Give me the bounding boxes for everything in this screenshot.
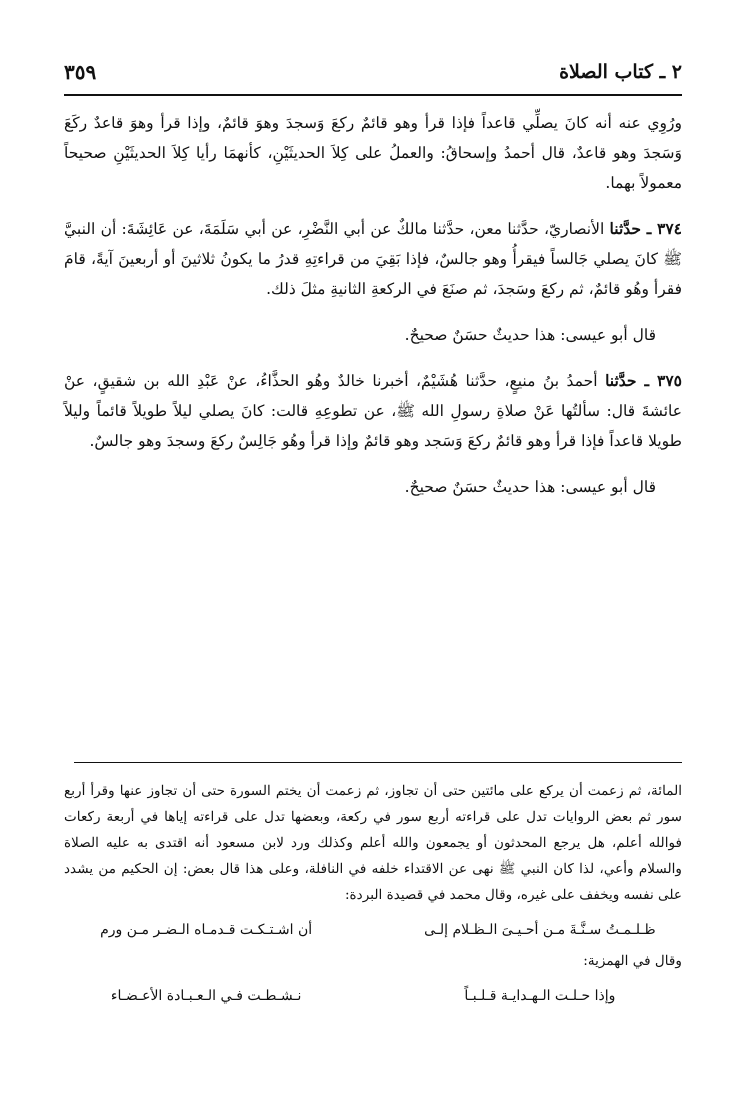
hadith-dash: ـ [640, 219, 658, 238]
haddathana-word: حدَّثنا [605, 371, 637, 390]
hadith-text: الأنصاريّ، حدَّثنا معن، حدَّثنا مالكٌ عن أبي النَّضْرِ، عن أبي سَلَمَةَ، عن عَائِشَةَ: أن النبيَّ ﷺ كانَ يصلي جَالساً فيقرأُ وهو جالسٌ، فإذا بَقِيَ من قراءتِهِ قدرُ ما يكونُ ثلاثينَ أو أربعينَ آيةً، قامَ فقرأ وهُو قائمٌ، ثم ركعَ وسَجدَ، ثم صنَعَ في الركعةِ الثانيةِ مثلَ ذلك. [64, 220, 682, 298]
verse-first-hemistich: ظـلـمـتُ سـنَّـةَ مـن أحـيـىَ الـظـلام إلـى [424, 922, 656, 938]
hadith-374 [64, 214, 682, 304]
poem-verse-1 [64, 916, 682, 944]
hadith-number: ٣٧٥ [657, 371, 682, 390]
verse-first-hemistich: وإذا حـلـت الـهـدايـة قـلـبـاً [464, 988, 616, 1004]
verse-second-hemistich: أن اشـتـكـت قـدمـاه الـضـر مـن ورم [100, 922, 313, 938]
intro-paragraph: ورُوِي عنه أنه كانَ يصلِّي قاعداً فإذا قرأ وهو قائمٌ ركعَ وَسجدَ وهوَ قائمٌ، وإذا قرأ وهوَ قاعدٌ ركَعَ وَسَجدَ وهو قاعدٌ، قال أحمدُ وإسحاقُ: والعملُ على كِلاَ الحديثَيْنِ، كأنهمَا رأيا كِلاَ الحديثَيْنِ صحيحاً معمولاً بهما. [64, 114, 682, 192]
abu-isa-comment-2: قال أبو عيسى: هذا حديثٌ حسَنٌ صحيحٌ. [404, 478, 656, 496]
hamziyya-intro: وقال في الهمزية: [583, 953, 682, 969]
hadith-number: ٣٧٤ [657, 219, 682, 238]
page-number: ٣٥٩ [64, 60, 97, 84]
hadith-text: أحمدُ بنُ منيعٍ، حدَّثنا هُشَيْمٌ، أخبرنا خالدٌ وهُو الحذَّاءُ، عنْ عَبْدِ الله بن شقيقٍ، عنْ عائشةَ قال: سألتُها عَنْ صلاةِ رسولِ الله ﷺ، عن تطوعِهِ قالت: كانَ يصلي ليلاً طويلاً قائماً وليلاً طويلا قاعداً فإذا قرأ وهو قائمٌ ركعَ وَسَجد وهو قائمٌ وإذا قرأ وهُو جَالِسٌ ركعَ وسجدَ وهو جالسٌ. [64, 372, 682, 450]
hadith-dash: ـ [636, 371, 658, 390]
header-divider [64, 94, 682, 96]
poem-verse-2 [64, 982, 682, 1010]
verse-second-hemistich: نـشـطـت فـي الـعـبـادة الأعـضـاء [110, 988, 302, 1004]
chapter-title: ٢ ـ كتاب الصلاة [559, 61, 682, 83]
haddathana-word: حدَّثنا [609, 219, 641, 238]
main-text [64, 108, 682, 502]
page-header [64, 56, 682, 88]
abu-isa-comment-1: قال أبو عيسى: هذا حديثٌ حسَنٌ صحيحٌ. [404, 326, 656, 344]
footnotes [64, 778, 682, 1014]
footnote-divider [74, 762, 682, 763]
footnote-paragraph: المائة، ثم زعمت أن يركع على مائتين حتى أن تجاوز، ثم زعمت أن يختم السورة حتى أن تجاوز عنها وقرأ أربع سور ثم بعض الروايات تدل على قراءته أربع سور في ركعة، وبعضها تدل على قراءته إياها في أربعة ركعات فوالله أعلم، هل يرجع المحدثون أو يجمعون والله أعلم وكذلك ورد لابن مسعود أنه اقتدى به عليه الصلاة والسلام وأعي، لذا كان النبي ﷺ نهى عن الاقتداء خلفه في النافلة، وعلى هذا قال بعض: إن الحكيم من يشدد على نفسه ويخفف على غيره، وقال محمد في قصيدة البردة: [64, 783, 682, 903]
hadith-375 [64, 366, 682, 456]
